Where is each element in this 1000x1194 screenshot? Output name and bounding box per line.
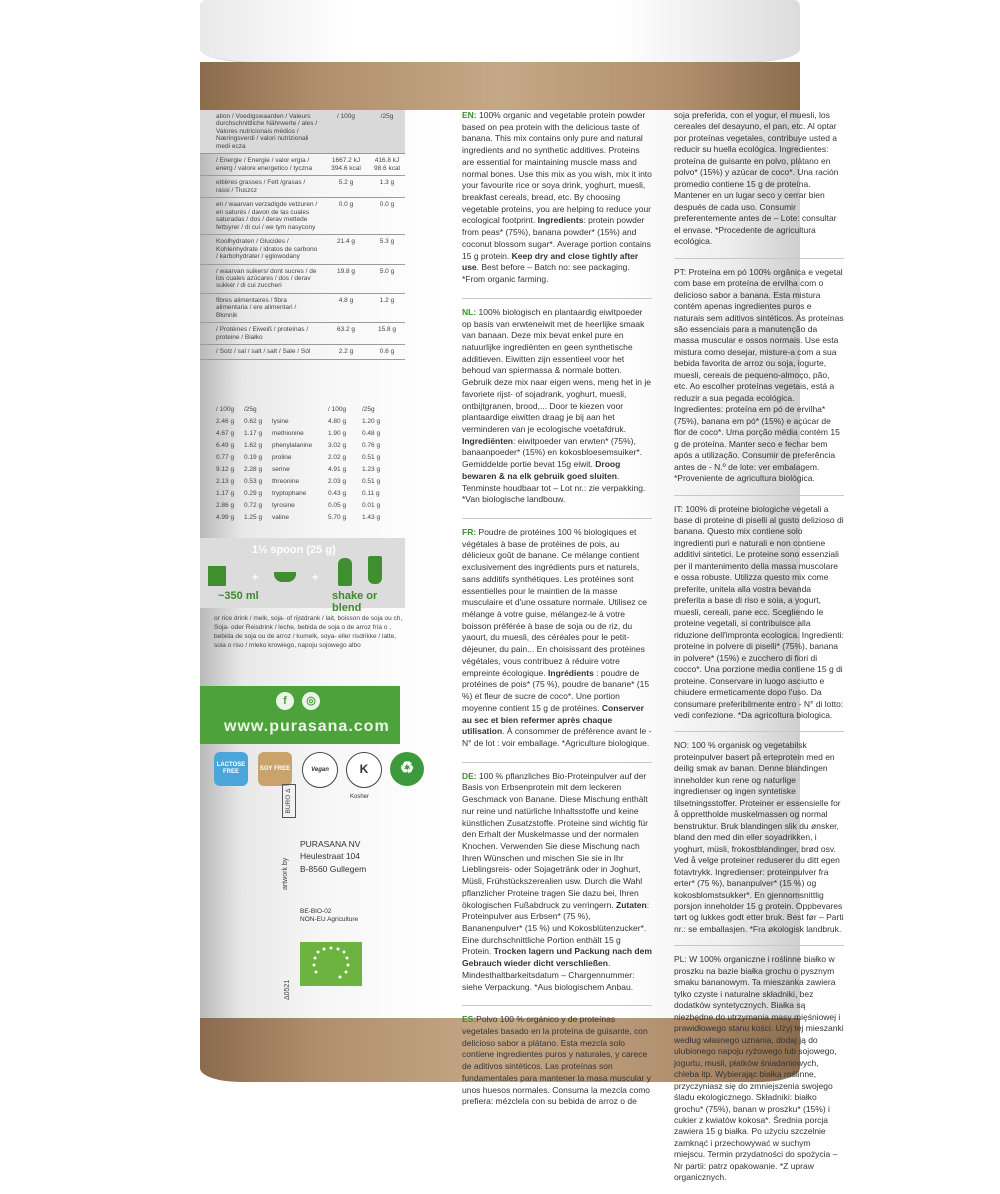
amino-acid-c1: 4.67 g [216, 430, 235, 437]
text-de [462, 771, 652, 1006]
ingredients-text: : poudre de protéines de pois* (75 %), poudre de banane* (15 %) et fleur de sucre de coco*. Une portion moyenne contient 15 g de protéines. [462, 667, 650, 713]
amino-acid-c4: 1.90 g [328, 430, 347, 437]
buro-logo: BURO Δ [282, 784, 296, 818]
amino-acid-c3: tyrosine [272, 502, 295, 509]
amino-acid-row [216, 428, 406, 440]
nutrient-label: / Protéines / Eiweiß / proteínas / proteine / Białko [216, 326, 309, 341]
amino-acid-c1: 4.99 g [216, 514, 235, 521]
amino-acid-c4: 3.02 g [328, 442, 347, 449]
text-tail: . Mindesthaltbarkeitsdatum – Chargennummer: siehe Verpackung. *Aus biologischem Anbau. [462, 958, 635, 992]
nutrient-label: ettières grasses / Fett /grasas / rassi / Tłuszcz [216, 179, 306, 194]
amino-acid-c1: 0.77 g [216, 454, 235, 461]
nutrient-per25: 1.3 g [379, 179, 395, 187]
nutrient-label: / waarvan suikers/ dont sucres / de los cuales azúcares / dos / derav sukker / di cui zuccheri [216, 267, 317, 290]
amino-acid-c2: 1.25 g [244, 514, 263, 521]
nutrition-row [200, 323, 405, 345]
text-fr [462, 527, 652, 762]
text-body: Poudre de protéines 100 % biologiques et végétales à base de protéines de pois, au délicieux goût de banane. Ce mélange contient exclusivement des ingrédients purs et naturels, sans additifs synthétiques. Les protéines sont essentielles pour le maintien de la masse musculaire et d'une ossature normale. Utilisez ce mélange à votre guise, mélangez-le à votre boisson préférée à base de soja ou de riz, du yaourt, du muesli, des céréales pour le petit-déjeuner, du pain... En choisissant des protéines végétales, vous contribuez à réduire votre empreinte écologique. [462, 527, 647, 678]
nutrient-per25: 0.6 g [379, 348, 395, 356]
cert-code: BE-BIO-02 [300, 908, 332, 915]
glass-icon [208, 566, 226, 586]
text-body: Polvo 100 % orgánico y de proteínas vegetales basado en la proteína de guisante, con delicioso sabor a plátano. Esta mezcla solo contiene ingredientes puros y naturales, y carece de aditivos sintéticos. Las proteínas son fundamentales para mantener la masa muscular y unos huesos normales. Consuma la mezcla como prefiera: mézclela con su bebida de arroz o de [462, 1014, 651, 1107]
nutrition-header [200, 110, 405, 154]
text-tail: . Best before – Batch no: see packaging. *From organic farming. [462, 262, 630, 285]
product-description-continued [674, 110, 844, 1194]
blender-icon [368, 556, 382, 584]
amino-acid-c1: 2.13 g [216, 478, 235, 485]
website-url[interactable]: www.purasana.com [224, 718, 390, 735]
storage-text: Conserver au sec et bien refermer après chaque utilisation [462, 702, 644, 737]
amino-acid-c5: 0.51 g [362, 478, 381, 485]
amino-acid-c3: phenylalanine [272, 442, 313, 449]
amino-acid-c5: 0.76 g [362, 442, 381, 449]
divider [462, 298, 652, 299]
plus-icon: + [312, 572, 319, 584]
amino-acid-c2: 1.17 g [244, 430, 263, 437]
plus-icon: + [252, 572, 259, 584]
instagram-icon[interactable]: ◎ [302, 692, 320, 710]
facebook-icon[interactable]: f [276, 692, 294, 710]
amino-acid-c5: 1.20 g [362, 418, 381, 425]
aa-header-c4: / 100g [328, 406, 347, 413]
lang-code: NL: [462, 306, 477, 317]
ingredients-label: Zutaten [616, 899, 647, 910]
amino-acid-c4: 4.80 g [328, 418, 347, 425]
text-es [462, 1014, 652, 1120]
amino-acid-c4: 0.43 g [328, 490, 347, 497]
aa-header-c3 [272, 404, 328, 416]
company-street: Heulestraat 104 [300, 851, 361, 862]
nutrient-per25: 416.8 kJ 98.6 kcal [373, 157, 401, 172]
mix-instructions: or rice drink / melk, soja- of rijstdrank / lait, boisson de soja ou ch, Soja- oder Reisdrink / leche, bebida de soja o de arroz fría o , bebida de soja ou de arroz / kumelk, soya- eller risdrikke / latte, soia o riso / mleko krowiego, napoju sojowego albo [214, 615, 403, 650]
text-body: 100 % pflanzliches Bio-Proteinpulver auf der Basis von Erbsenprotein mit dem leckeren Geschmack von Banane. Diese Mischung enthält nur reine und natürliche Inhaltsstoffe und keine künstlichen Zusatzstoffe. Proteine sind wichtig für den Erhalt der Muskelmasse und der normalen Knochen. Verwenden Sie diese Mischung nach Ihren Wünschen und mischen Sie sie in Ihr Lieblingsreis- oder Sojagetränk oder in Joghurt, Müsli, Frühstückszerealien usw. Durch die Wahl pflanzlicher Proteine tragen Sie dazu bei, Ihren ökologischen Fußabdruck zu verringern. [462, 770, 648, 910]
amino-acid-row [216, 464, 406, 476]
amino-acid-c1: 1.17 g [216, 490, 235, 497]
text-nl [462, 307, 652, 518]
amino-acid-c3: threonine [272, 478, 300, 485]
amino-acid-c2: 2.28 g [244, 466, 263, 473]
nutrition-row [200, 154, 405, 176]
lang-code: EN: [462, 110, 477, 120]
vegan-badge: Vegan [302, 752, 338, 788]
divider [462, 1005, 652, 1006]
amino-acid-c3: tryptophane [272, 490, 307, 497]
nutrition-row [200, 294, 405, 323]
nutrition-row [200, 345, 405, 359]
nutrient-per100: 4.8 g [338, 296, 354, 304]
text-pl: PL: W 100% organiczne i roślinne białko w proszku na bazie białka grochu o pysznym smaku bananowym. Ta mieszanka zawiera tylko czyste i naturalne składniki, bez dodatków syntetycznych. Białka są niezbędne do utrzymania masy mięśniowej i prawidłowego stanu kości. Użyj tej mieszanki według własnego uznania, dodaj ją do ulubionego napoju ryżowego lub sojowego, jogurtu, musli, płatków śniadaniowych, chleba itp. Wybierając białka roślinne, przyczyniasz się do zmniejszenia swojego śladu ekologicznego. Składniki: białko grochu* (75%), banan w proszku* (15%) i cukier z kwiatów kokosa*. Średnia porcja zawiera 15 g białka. Po użyciu szczelnie zamknąć i przechowywać w suchym miejscu. Termin przydatności do spożycia – Nr partii: patrz opakowanie. *Z upraw organicznych. [674, 954, 844, 1183]
company-address [300, 838, 366, 875]
storage-text: Droog bewaren & na elk gebruik goed sluiten [462, 459, 621, 481]
text-es-continued: soja preferida, con el yogur, el muesli, los cereales del desayuno, el pan, etc. Al optar por proteínas vegetales, contribuye usted a reducir su huella ecológica. Ingredientes: proteína de guisante en polvo, plátano en polvo* (15%) y azúcar de coco*. Una ración promedio contiene 15 g de proteína. Mantener en un lugar seco y cerrar bien después de cada uso. Consumir preferentemente antes de – Lote: consultar el envase. *Procedente de agricultura ecológica. [674, 110, 839, 247]
amino-acid-row [216, 512, 406, 524]
water-amount: ~350 ml [218, 590, 259, 602]
amino-acid-c1: 2.46 g [216, 418, 235, 425]
text-pt: PT: Proteína em pó 100% orgânica e vegetal com base em proteína de ervilha com o delicioso sabor a banana. Esta mistura contém apenas ingredientes puros e naturais sem aditivos sintéticos. As proteínas são essenciais para a manutenção da massa muscular e ossos normais. Use esta mistura como desejar, misture-a com a sua bebida favorita de arroz ou soja, iogurte, muesli, cereais de pequeno-almoço, pão, etc. Ao escolher proteínas vegetais, está a reduzir a sua pegada ecológica. Ingredientes: proteína em pó de ervilha* (75%), banana em pó* (15%) e açúcar de flor de coco*. Uma porção média contém 15 g de proteína. Manter seco e fechar bem após a utilização. Consumir de preferência antes de - N.º de lote: ver embalagem. *Proveniente de agricultura biológica. [674, 266, 844, 484]
lang-code: FR: [462, 527, 477, 537]
ingredients-text: : Proteinpulver aus Erbsen* (75 %), Bananenpulver* (15 %) und Kokosblütenzucker*. Eine durchschnittliche Portion enthält 15 g Protein. [462, 899, 650, 957]
aa-header-c1: / 100g [216, 406, 235, 413]
ingredients-label: Ingrédients [548, 667, 594, 678]
scoop-icon [274, 572, 296, 582]
amino-acid-c2: 0.29 g [244, 490, 263, 497]
amino-acid-c1: 2.86 g [216, 502, 235, 509]
nutrient-per100: 21.4 g [336, 238, 356, 246]
storage-text: Trocken lagern und Packung nach dem Gebrauch wieder dicht verschließen [462, 946, 652, 969]
spoon-amount: 1½ spoon (25 g) [252, 544, 336, 556]
lactose-free-badge: LACTOSE FREE [214, 752, 248, 786]
amino-acid-table [216, 404, 406, 524]
divider [674, 731, 844, 732]
nutrient-per25: 5.3 g [379, 238, 395, 246]
amino-acid-c2: 0.19 g [244, 454, 263, 461]
divider [462, 762, 652, 763]
shaker-icon [338, 558, 352, 586]
amino-acid-row [216, 416, 406, 428]
nutrient-per25: 0.0 g [379, 201, 395, 209]
eu-organic-leaf-icon [300, 942, 362, 986]
divider [674, 495, 844, 496]
nutrient-label: / Solz / sal / salt / salt / Sale / Sól [216, 348, 311, 356]
amino-acid-c1: 9.12 g [216, 466, 235, 473]
text-it: IT: 100% di proteine biologiche vegetali a base di proteine di piselli al gusto delizioso di banana. Questo mix contiene solo ingredienti puri e naturali e non contiene additivi sintetici. Le proteine sono essenziali per il mantenimento della massa muscolare e ossa robuste. Utilizza questo mix come preferite, unitela alla vostra bevanda preferita a base di riso e soia, a yogurt, muesli, cereali, pane ecc. Scegliendo le proteine vegetali, si contribuisce alla riduzione dell'impronta ecologica. Ingredienti: proteine in polvere di piselli* (75%), banana in polvere* (15%) e zucchero di fiori di cocco*. Una porzione media contiene 15 g di proteine. Conservare in luogo asciutto e chiudere ermeticamente dopo l'uso. Da consumare preferibilmente entro - N° di lotto: vedi confezione. *Da agricoltura biologica. [674, 503, 844, 720]
amino-acid-row [216, 476, 406, 488]
kosher-badge: K [346, 752, 382, 788]
artwork-credit: artwork by [282, 857, 289, 890]
nutrient-per100: 5.2 g [338, 179, 354, 187]
nutrition-header-per100: / 100g [336, 113, 356, 120]
amino-acid-c3: methionine [272, 430, 304, 437]
cert-agriculture: NON-EU Agriculture [300, 916, 359, 924]
ingredients-label: Ingrediënten [462, 435, 514, 446]
ingredients-text: : protein powder from peas* (75%), banana powder* (15%) and coconut blossom sugar*. Average portion contains 15 g protein. [462, 215, 651, 261]
nutrient-per100: 0.0 g [338, 201, 354, 209]
amino-acid-c2: 0.62 g [244, 418, 263, 425]
amino-acid-row [216, 452, 406, 464]
amino-acid-header [216, 404, 406, 416]
brand-bar [200, 686, 400, 744]
kosher-label: Kosher [350, 794, 370, 800]
product-description [462, 110, 652, 1120]
ingredients-label: Ingredients [537, 215, 584, 226]
text-tail: . Tenminste houdbaar tot – Lot nr.: zie verpakking. *Van biologische landbouw. [462, 470, 646, 505]
nutrient-per100: 2.2 g [338, 348, 354, 356]
divider [674, 258, 844, 259]
nutrition-row [200, 235, 405, 264]
amino-acid-c2: 1.62 g [244, 442, 263, 449]
amino-acid-c3: proline [272, 454, 292, 461]
nutrient-per25: 1.2 g [379, 296, 395, 304]
aa-header-c2: /25g [244, 406, 257, 413]
nutrient-per100: 1667.2 kJ 394.6 kcal [331, 157, 361, 172]
nutrition-header-per25: /25g [380, 113, 394, 120]
divider [674, 945, 844, 946]
preparation-panel [200, 538, 405, 614]
text-body: 100% biologisch en plantaardig eiwitpoeder op basis van erwteneiwit met de heerlijke smaak van banaan. Deze mix bevat enkel pure en natuurlijke ingrediënten en geen synthetische additieven. Eiwitten zijn essentieel voor het behoud van spiermassa & normale botten. Gebruik deze mix naar eigen wens, meng het in je favoriete rijst- of sojadrank, yoghurt, muesli, ontbijtgranen, brood,... Door te kiezen voor plantaardige eiwitten draag je bij aan het verminderen van je ecologische voetafdruk. [462, 306, 651, 434]
amino-acid-c2: 0.53 g [244, 478, 263, 485]
amino-acid-row [216, 500, 406, 512]
shake-instruction: shake or blend [332, 590, 378, 614]
nutrition-table [200, 110, 405, 360]
product-label [200, 110, 844, 1183]
aa-header-c5: /25g [362, 406, 375, 413]
amino-acid-c4: 2.03 g [328, 478, 347, 485]
nutrient-label: Koolhydraten / Glucides / Kohlenhydrate / idratos de carbono / karbohydrater / ęglowodany [216, 238, 318, 261]
text-no: NO: 100 % organisk og vegetabilsk proteinpulver basert på erteprotein med en deilig smak av banan. Denne blandingen inneholder kun rene og naturlige ingredienser og ingen syntetiske tilsetningsstoffer. Proteiner er essensielle for å opprettholde muskelmassen og normal benstruktur. Bruk blandingen slik du ønsker, bland den med din eller soyadrikken, i yoghurt, müsli, frokostblandinger, brød osv. Ved å velge proteiner reduserer du ditt egen fotavtrykk. Ingredienser: proteinpulver fra erter* (75 %), bananpulver* (15 %) og kokosblomstsukker*. En gjennomsnittlig porsjon inneholder 15 g protein. Oppbevares tørt og lukkes godt etter bruk. Best før – Parti nr.: se emballasjen. *Fra økologisk landbruk. [674, 740, 844, 934]
amino-acid-c2: 0.72 g [244, 502, 263, 509]
company-name: PURASANA NV [300, 839, 361, 849]
amino-acid-c3: valine [272, 514, 289, 521]
canister-lid [200, 0, 800, 63]
text-tail: . À consommer de préférence avant le - N° de lot : voir emballage. *Agriculture biologique. [462, 726, 652, 748]
nutrient-label: fibres alimentaires / fibra alimentaria / ere alimentari / Błonnik [216, 296, 297, 319]
amino-acid-c5: 0.11 g [362, 490, 380, 497]
amino-acid-c4: 0.05 g [328, 502, 347, 509]
amino-acid-c1: 6.49 g [216, 442, 235, 449]
ingredients-text: : eiwitpoeder van erwten* (75%), banaanpoeder* (15%) en kokosbloesemsuiker*. Gemiddelde portie bevat 15g eiwit. [462, 435, 643, 470]
nutrient-label: en / waarvan verzadigde vetzuren / en saturés / davon de las cuales saturadas / dos / derav mettede fettsyrer / di cui / we tym nasycony [216, 201, 318, 231]
nutrient-per25: 15.8 g [377, 326, 397, 334]
lang-code: DE: [462, 770, 477, 781]
nutrient-per100: 63.2 g [336, 326, 356, 334]
nutrition-header-label: ation / Voedigswaarden / Valeurs durchschnittliche Nährwerte / ales / Valores nutricionais médios / Næringsverdi / valori nutrizionali medi ecza [216, 113, 318, 150]
kraft-paper-top [200, 62, 800, 110]
company-city: B-8560 Gullegem [300, 863, 367, 874]
nutrient-per100: 19.8 g [336, 267, 356, 275]
amino-acid-c5: 0.48 g [362, 430, 381, 437]
amino-acid-c5: 0.51 g [362, 454, 381, 461]
amino-acid-c5: 1.43 g [362, 514, 381, 521]
divider [462, 518, 652, 519]
storage-text: Keep dry and close tightly after use [462, 250, 639, 273]
amino-acid-c4: 5.70 g [328, 514, 347, 521]
nutrient-per25: 5.0 g [379, 267, 395, 275]
organic-certification [300, 908, 358, 925]
text-en [462, 110, 652, 298]
lang-code: ES: [462, 1014, 477, 1025]
amino-acid-c4: 2.02 g [328, 454, 347, 461]
batch-code: Δ0521 [284, 979, 291, 1000]
amino-acid-c3: serine [272, 466, 290, 473]
amino-acid-c3: lysine [272, 418, 289, 425]
soy-free-badge: SOY FREE [258, 752, 292, 786]
nutrition-row [200, 265, 405, 294]
amino-acid-c4: 4.91 g [328, 466, 347, 473]
text-body: 100% organic and vegetable protein powder based on pea protein with the delicious taste of banana. This mix contains only pure and natural ingredients and no synthetic additives. Proteins are essential for maintaining muscle mass and normal bones. Use this mix as you wish, mix it into your favourite rice or soya drink, yoghurt, muesli, breakfast cereals, bread, etc. By choosing vegetable proteins, you are helping to reduce your ecological footprint. [462, 110, 652, 226]
amino-acid-c5: 0.01 g [362, 502, 381, 509]
recycle-icon: ♻ [390, 752, 424, 786]
amino-acid-row [216, 488, 406, 500]
nutrition-row [200, 176, 405, 198]
nutrient-label: / Energie / Energie / valor ergia / energ / valore energetico / tyczna [216, 157, 313, 172]
amino-acid-row [216, 440, 406, 452]
amino-acid-c5: 1.23 g [362, 466, 381, 473]
nutrition-row [200, 198, 405, 235]
